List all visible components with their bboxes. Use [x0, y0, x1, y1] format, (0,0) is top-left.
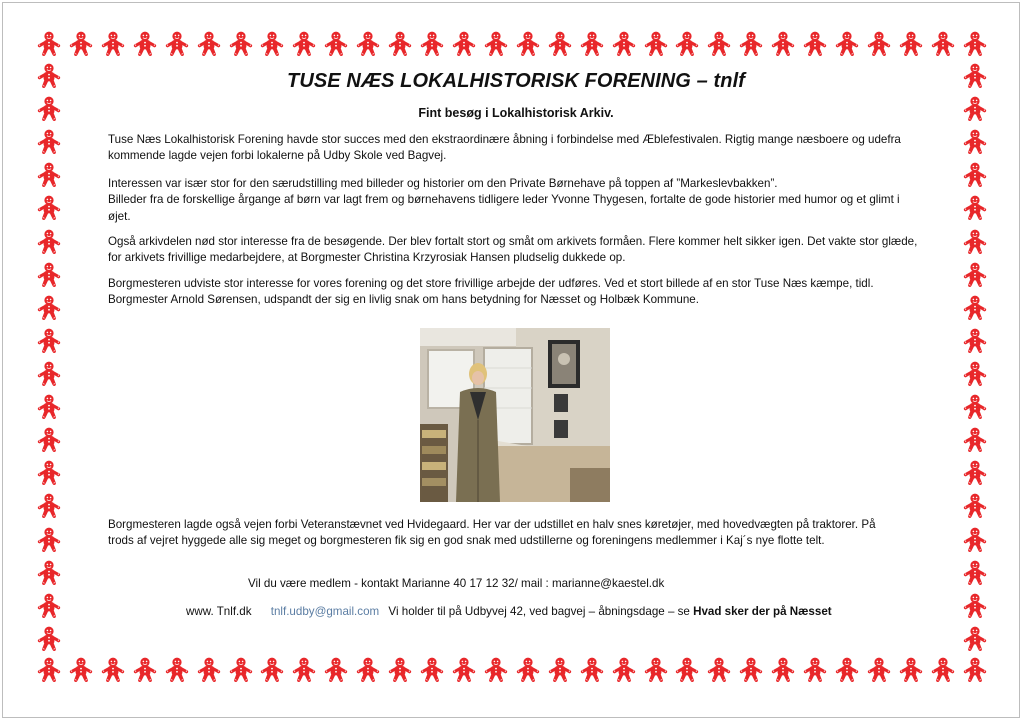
gingerbread-man-icon [68, 30, 94, 57]
gingerbread-man-icon [36, 261, 62, 288]
article-subtitle: Fint besøg i Lokalhistorisk Arkiv. [418, 106, 614, 120]
gingerbread-man-icon [196, 656, 222, 683]
gingerbread-man-icon [866, 656, 892, 683]
gingerbread-man-icon [36, 327, 62, 354]
gingerbread-man-icon [706, 30, 732, 57]
gingerbread-man-icon [962, 526, 988, 553]
gingerbread-man-icon [451, 656, 477, 683]
gingerbread-man-icon [36, 559, 62, 586]
gingerbread-man-icon [387, 656, 413, 683]
gingerbread-border-bottom [36, 656, 988, 683]
gingerbread-man-icon [802, 30, 828, 57]
paragraph-exhibition-line2: Billeder fra de forskellige årgange af børn var lagt frem og børnehavens tidligere leder Yvonne Thygesen, fortalte de gode historier med humor og et glimt i øjet. [108, 193, 900, 223]
gingerbread-man-icon [738, 656, 764, 683]
gingerbread-man-icon [547, 656, 573, 683]
gingerbread-man-icon [483, 30, 509, 57]
gingerbread-man-icon [36, 194, 62, 221]
gingerbread-man-icon [419, 656, 445, 683]
gingerbread-man-icon [387, 30, 413, 57]
paragraph-archive: Også arkivdelen nød stor interesse fra de besøgende. Der blev fortalt stort og småt om arkivets formåen. Flere kommer helt sikker igen. Det vakte stor glæde, for arkivets frivillige medarbejdere, at Borgmester Christina Krzyrosiak Hansen pludselig dukkede op. [108, 235, 918, 265]
gingerbread-man-icon [36, 360, 62, 387]
gingerbread-man-icon [36, 426, 62, 453]
gingerbread-man-icon [962, 656, 988, 683]
gingerbread-man-icon [164, 30, 190, 57]
gingerbread-man-icon [962, 592, 988, 619]
gingerbread-man-icon [515, 656, 541, 683]
gingerbread-man-icon [36, 228, 62, 255]
gingerbread-man-icon [962, 559, 988, 586]
gingerbread-man-icon [866, 30, 892, 57]
gingerbread-man-icon [323, 656, 349, 683]
gingerbread-man-icon [100, 30, 126, 57]
gingerbread-man-icon [674, 656, 700, 683]
gingerbread-man-icon [68, 656, 94, 683]
gingerbread-man-icon [228, 656, 254, 683]
paragraph-exhibition [108, 176, 924, 225]
gingerbread-man-icon [930, 30, 956, 57]
paragraph-intro: Tuse Næs Lokalhistorisk Forening havde stor succes med den ekstraordinære åbning i forbindelse med Æblefestivalen. Rigtig mange næsboere og udefra kommende lagde vejen forbi lokalerne på Udby Skole ved Bagvej. [108, 133, 901, 163]
gingerbread-man-icon [36, 625, 62, 652]
gingerbread-man-icon [962, 128, 988, 155]
gingerbread-man-icon [643, 30, 669, 57]
gingerbread-man-icon [36, 161, 62, 188]
gingerbread-man-icon [962, 294, 988, 321]
gingerbread-man-icon [579, 656, 605, 683]
photo-mayor-in-archive [420, 328, 610, 502]
gingerbread-man-icon [132, 656, 158, 683]
gingerbread-man-icon [962, 228, 988, 255]
gingerbread-border-top [36, 30, 988, 57]
gingerbread-man-icon [419, 30, 445, 57]
gingerbread-man-icon [36, 128, 62, 155]
gingerbread-man-icon [834, 30, 860, 57]
gingerbread-man-icon [483, 656, 509, 683]
gingerbread-man-icon [962, 393, 988, 420]
footer-bold-text: Hvad sker der på Næsset [693, 605, 832, 618]
gingerbread-man-icon [451, 30, 477, 57]
gingerbread-man-icon [706, 656, 732, 683]
gingerbread-man-icon [611, 30, 637, 57]
gingerbread-border-left [36, 62, 62, 652]
gingerbread-man-icon [36, 95, 62, 122]
gingerbread-man-icon [962, 194, 988, 221]
gingerbread-man-icon [323, 30, 349, 57]
gingerbread-man-icon [930, 656, 956, 683]
gingerbread-man-icon [355, 30, 381, 57]
gingerbread-man-icon [36, 459, 62, 486]
gingerbread-man-icon [259, 30, 285, 57]
gingerbread-man-icon [196, 30, 222, 57]
article [108, 70, 924, 309]
gingerbread-man-icon [962, 492, 988, 519]
gingerbread-man-icon [36, 526, 62, 553]
gingerbread-man-icon [355, 656, 381, 683]
gingerbread-man-icon [962, 327, 988, 354]
website-link[interactable]: www. Tnlf.dk [186, 605, 252, 618]
gingerbread-man-icon [962, 161, 988, 188]
page-title: TUSE NÆS LOKALHISTORISK FORENING – tnlf [287, 70, 745, 92]
gingerbread-man-icon [228, 30, 254, 57]
gingerbread-man-icon [962, 261, 988, 288]
gingerbread-man-icon [674, 30, 700, 57]
gingerbread-man-icon [132, 30, 158, 57]
gingerbread-man-icon [962, 30, 988, 57]
gingerbread-man-icon [962, 95, 988, 122]
gingerbread-man-icon [802, 656, 828, 683]
footer-info: Vi holder til på Udbyvej 42, ved bagvej – åbningsdage – se [388, 605, 690, 618]
membership-contact: Vil du være medlem - kontakt Marianne 40 17 12 32/ mail : marianne@kaestel.dk [248, 577, 665, 590]
footer [186, 605, 832, 618]
gingerbread-man-icon [962, 62, 988, 89]
gingerbread-man-icon [834, 656, 860, 683]
gingerbread-man-icon [898, 30, 924, 57]
gingerbread-man-icon [611, 656, 637, 683]
gingerbread-man-icon [164, 656, 190, 683]
gingerbread-man-icon [36, 592, 62, 619]
gingerbread-man-icon [643, 656, 669, 683]
gingerbread-man-icon [36, 656, 62, 683]
gingerbread-man-icon [36, 62, 62, 89]
gingerbread-border-right [962, 62, 988, 652]
gingerbread-man-icon [962, 459, 988, 486]
gingerbread-man-icon [291, 656, 317, 683]
paragraph-exhibition-line1: Interessen var især stor for den særudstilling med billeder og historier om den Private Børnehave på toppen af ”Markeslevbakken”. [108, 176, 778, 190]
gingerbread-man-icon [36, 492, 62, 519]
gingerbread-man-icon [770, 656, 796, 683]
gingerbread-man-icon [259, 656, 285, 683]
gingerbread-man-icon [898, 656, 924, 683]
gingerbread-man-icon [962, 625, 988, 652]
paragraph-veteran-rally: Borgmesteren lagde også vejen forbi Veteranstævnet ved Hvidegaard. Her var der udstillet en halv snes køretøjer, med hovedvægten på traktorer. På trods af vejret hyggede alle sig meget og borgmesteren fik sig en god snak med udstillerne og foreningens medlemmer i Kaj´s nye flotte telt. [108, 518, 876, 548]
gingerbread-man-icon [770, 30, 796, 57]
paragraph-mayor: Borgmesteren udviste stor interesse for vores forening og det store frivillige arbejde der udføres. Ved et stort billede af en stor Tuse Næs kæmpe, tidl. Borgmester Arnold Sørensen, udspandt der sig en livlig snak om hans betydning for Næsset og Holbæk Kommune. [108, 276, 874, 307]
gingerbread-man-icon [579, 30, 605, 57]
gingerbread-man-icon [291, 30, 317, 57]
gingerbread-man-icon [515, 30, 541, 57]
gingerbread-man-icon [36, 393, 62, 420]
email-link[interactable]: tnlf.udby@gmail.com [270, 605, 380, 618]
gingerbread-man-icon [738, 30, 764, 57]
gingerbread-man-icon [36, 30, 62, 57]
gingerbread-man-icon [962, 360, 988, 387]
gingerbread-man-icon [962, 426, 988, 453]
gingerbread-man-icon [100, 656, 126, 683]
gingerbread-man-icon [547, 30, 573, 57]
gingerbread-man-icon [36, 294, 62, 321]
